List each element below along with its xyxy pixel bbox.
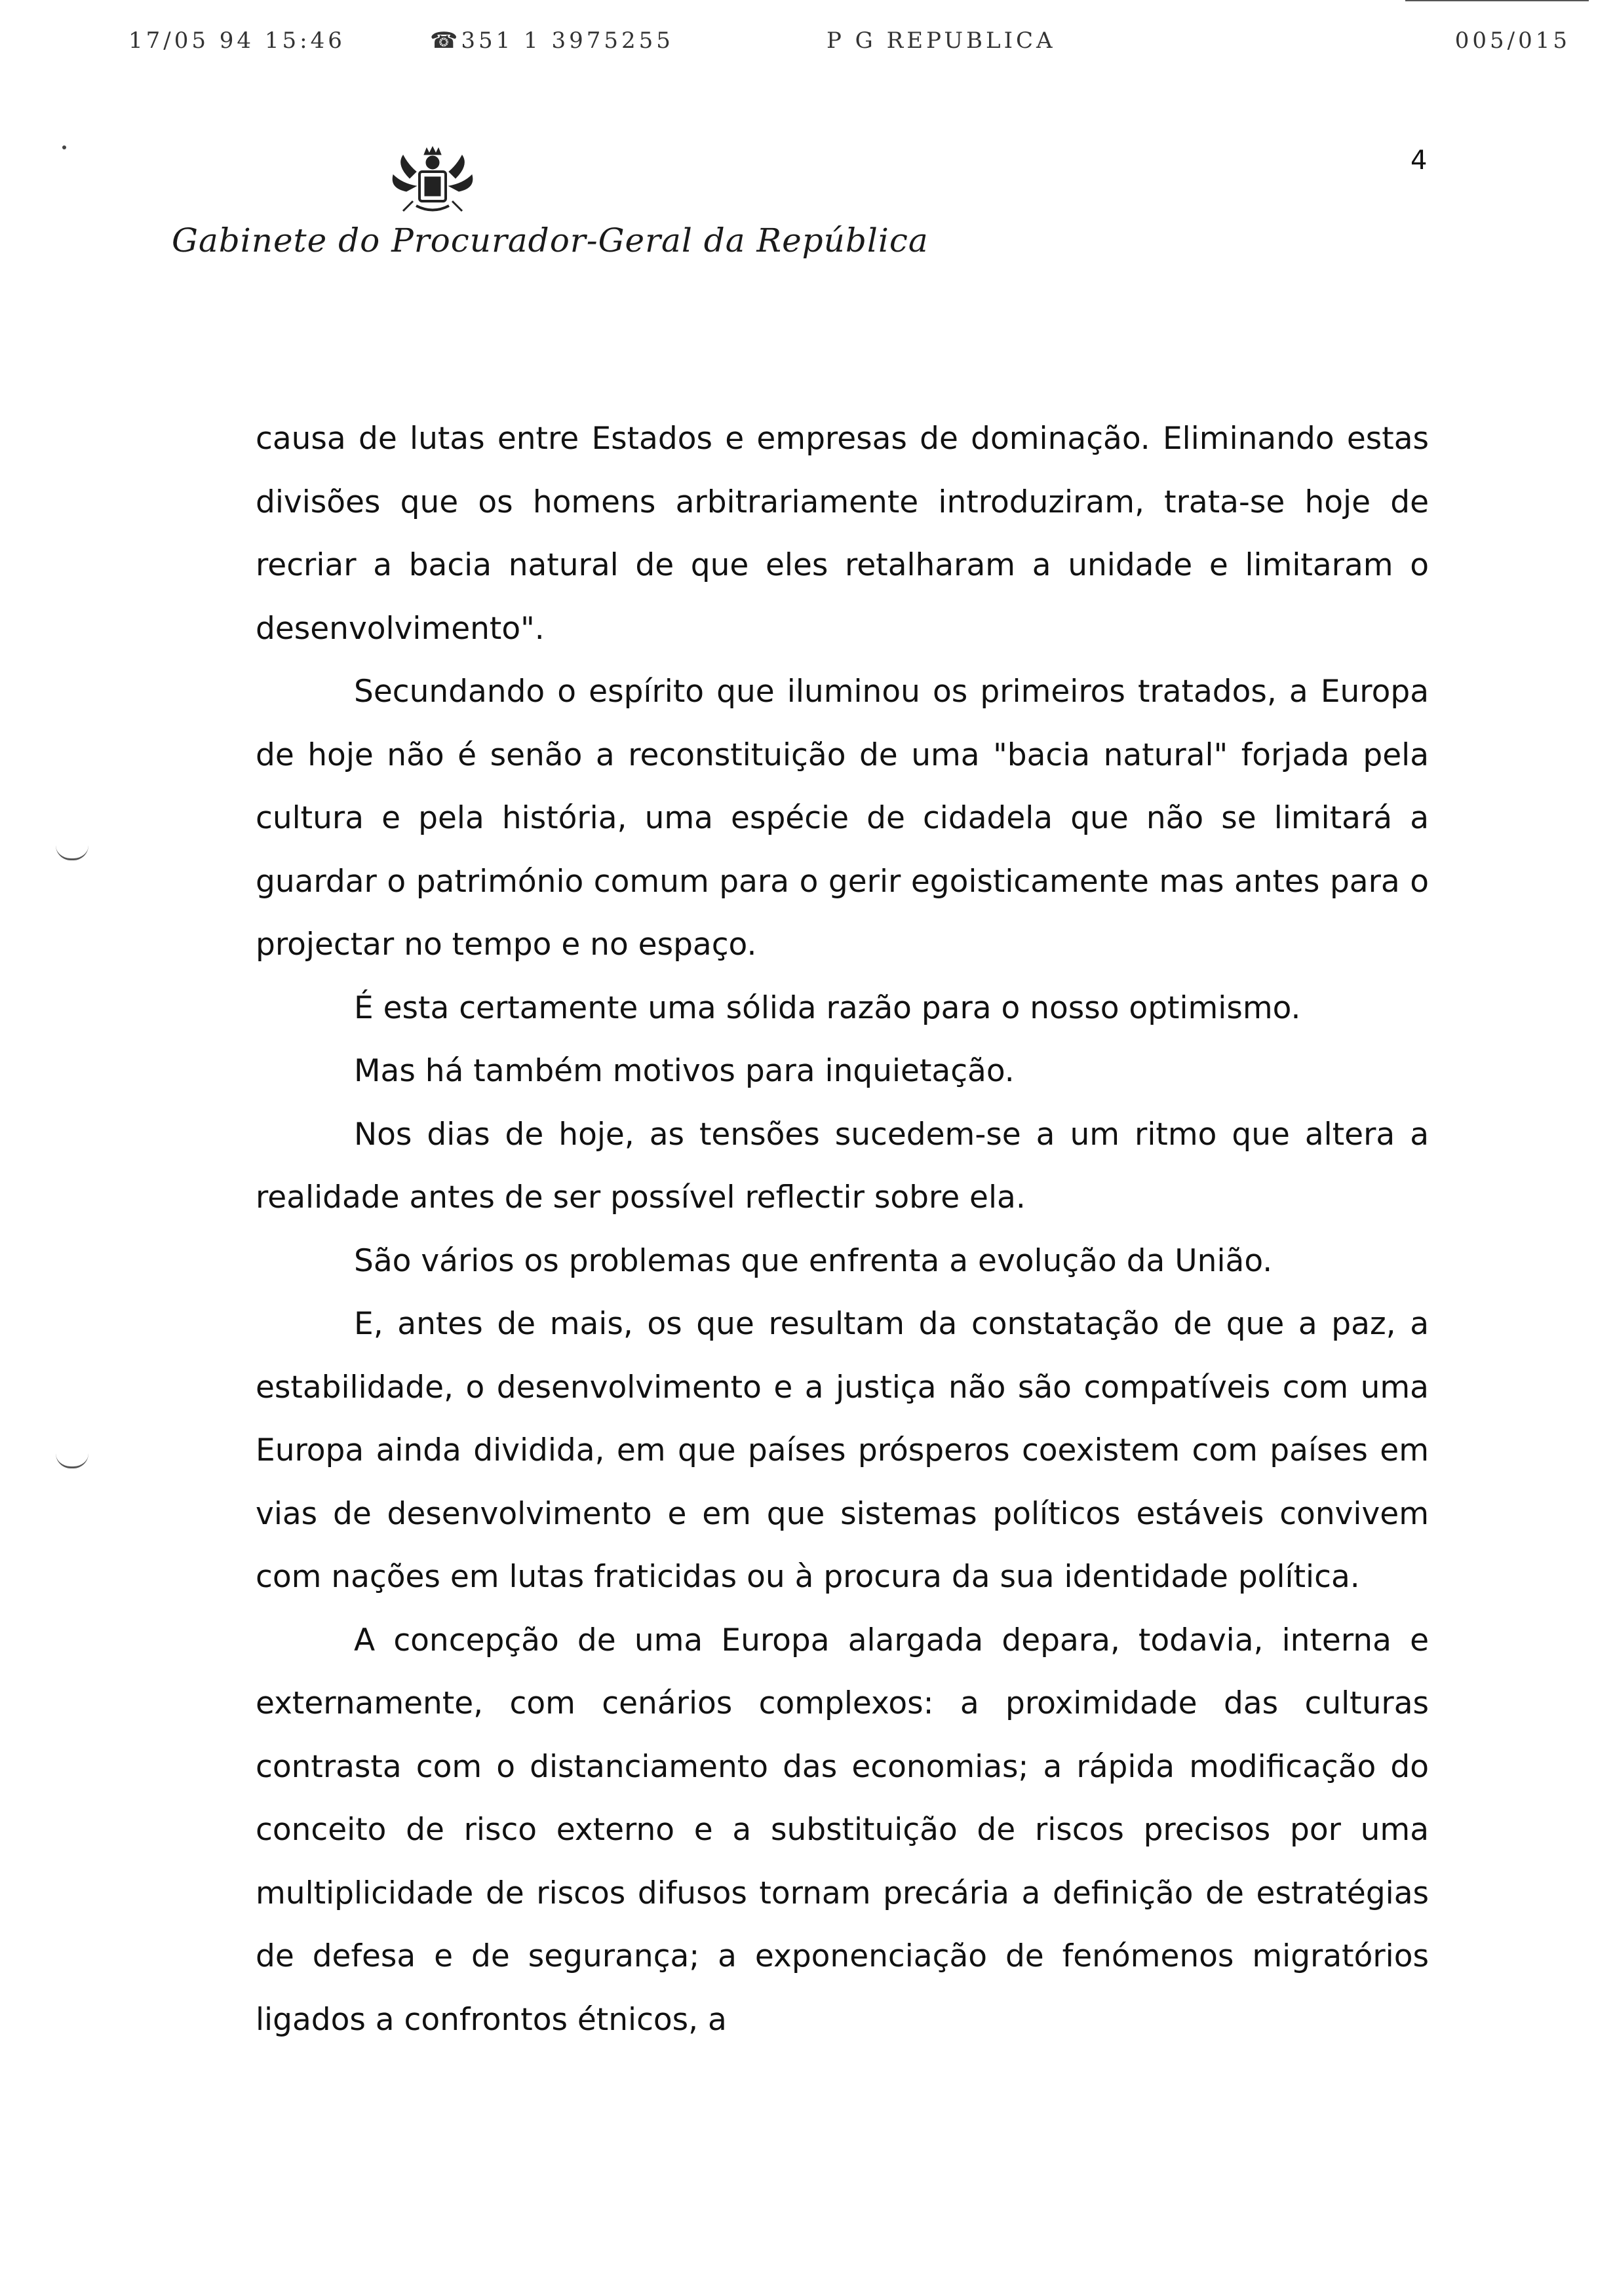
fax-page-counter: 005/015: [1454, 28, 1570, 54]
office-name: Gabinete do Procurador-Geral da República: [172, 221, 929, 259]
paragraph: E, antes de mais, os que resultam da constatação de que a paz, a estabilidade, o desenvolvimento e a justiça não são compatíveis com uma Europa ainda dividida, em que países prósperos coexistem com países em vias de desenvolvimento e em que sistemas políticos estáveis convivem com nações em lutas fraticidas ou à procura da sua identidade política.: [256, 1306, 1429, 1595]
paragraph: causa de lutas entre Estados e empresas de dominação. Eliminando estas divisões que os homens arbitrariamente introduziram, trata-se hoje de recriar a bacia natural de que eles retalharam a unidade e limitaram o desenvolvimento".: [256, 421, 1429, 647]
coat-of-arms-emblem-icon: [383, 145, 482, 218]
page-number: 4: [1411, 145, 1428, 176]
margin-dot: [62, 145, 66, 149]
document-body: [256, 408, 1429, 2052]
paragraph: São vários os problemas que enfrenta a evolução da União.: [354, 1242, 1273, 1279]
fax-date-time: 17/05 94 15:46: [128, 28, 345, 54]
paragraph: Secundando o espírito que iluminou os primeiros tratados, a Europa de hoje não é senão a reconstituição de uma "bacia natural" forjada pela cultura e pela história, uma espécie de cidadela que não se limitará a guardar o património comum para o gerir egoisticamente mas antes para o projectar no tempo e no espaço.: [256, 674, 1429, 963]
fax-sender: P G REPUBLICA: [827, 28, 1056, 54]
paragraph: É esta certamente uma sólida razão para o nosso optimismo.: [354, 989, 1301, 1026]
fax-transmission-header: [128, 28, 1570, 67]
margin-scan-mark: [56, 845, 88, 860]
fax-phone-number: ☎351 1 3975255: [430, 28, 674, 54]
paragraph: Mas há também motivos para inquietação.: [354, 1053, 1015, 1089]
top-edge-rule: [1405, 0, 1589, 1]
margin-scan-mark: [56, 1453, 88, 1468]
paragraph: Nos dias de hoje, as tensões sucedem-se a um ritmo que altera a realidade antes de ser possível reflectir sobre ela.: [256, 1116, 1429, 1215]
paragraph: A concepção de uma Europa alargada depara, todavia, interna e externamente, com cenários complexos: a proximidade das culturas contrasta com o distanciamento das economias; a rápida modificação do conceito de risco externo e a substituição de riscos precisos por uma multiplicidade de riscos difusos tornam precária a definição de estratégias de defesa e de segurança; a exponenciação de fenómenos migratórios ligados a confrontos étnicos, a: [256, 1622, 1429, 2038]
